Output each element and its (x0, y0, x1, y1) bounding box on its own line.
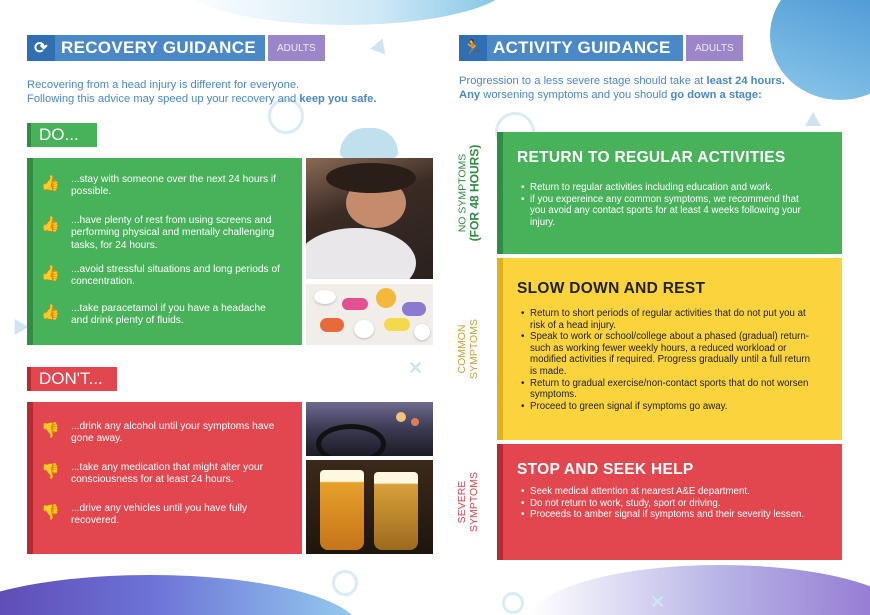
stage-green-side-label: NO SYMPTOMS (FOR 48 HOURS) (456, 144, 481, 242)
list-item: • Seek medical attention at nearest A&E department. (519, 486, 814, 498)
stage-title: RETURN TO REGULAR ACTIVITIES (517, 149, 786, 166)
recovery-guidance-header (27, 35, 325, 61)
stage-bullets (519, 182, 814, 228)
list-item: 👎 ...drive any vehicles until you have fully recovered. (41, 503, 248, 527)
thumbs-down-icon: 👎 (41, 463, 60, 480)
thumbs-up-icon: 👍 (41, 175, 60, 192)
stage-amber-side-label: COMMON SYMPTOMS (456, 319, 480, 379)
photo-pills (306, 284, 433, 345)
photo-woman-resting (306, 158, 433, 279)
dont-list-panel (27, 402, 302, 554)
photo-beer-glasses (306, 460, 433, 554)
stage-slow-down-and-rest (497, 258, 842, 440)
list-item: 👍 ...have plenty of rest from using screens and performing physical and mentally challenging tasks, for 24 hours. (41, 215, 275, 251)
list-item: 👎 ...drink any alcohol until your symptoms have gone away. (41, 421, 275, 445)
recovery-intro-line1: Recovering from a head injury is different for everyone. (27, 79, 300, 91)
stage-bullets (519, 486, 814, 521)
list-item: • Return to short periods of regular activities that do not put you at risk of a head injury. (519, 308, 814, 331)
activity-guidance-title: ACTIVITY GUIDANCE (493, 38, 671, 57)
recovery-intro-line2: Following this advice may speed up your recovery and keep you safe. (27, 93, 377, 105)
decorative-ring (502, 592, 524, 614)
list-item: • Speak to work or school/college about a phased (gradual) return- such as working fewer weekly hours, a reduced workload or modified activities if required. Progress gradually until a full return is made. (519, 331, 814, 377)
photo-driving (306, 402, 433, 456)
decorative-triangle (8, 315, 29, 335)
stage-title: SLOW DOWN AND REST (517, 280, 706, 297)
list-item: 👍 ...avoid stressful situations and long periods of concentration. (41, 264, 280, 288)
list-item: • Return to regular activities including education and work. (519, 182, 814, 194)
decorative-wave-bottom-left (0, 575, 360, 615)
running-person-icon: 🏃 (459, 35, 487, 61)
thumbs-down-icon: 👎 (41, 422, 60, 439)
thumbs-up-icon: 👍 (41, 304, 60, 321)
recovery-guidance-title: RECOVERY GUIDANCE (61, 38, 256, 57)
recovery-audience-tag: ADULTS (268, 35, 325, 61)
recovery-intro (27, 78, 427, 106)
dont-label: DON'T... (27, 367, 117, 391)
decorative-triangle (370, 36, 390, 55)
recovery-cycle-icon: ⟳ (27, 35, 55, 61)
recovery-guidance-title-bar (27, 35, 265, 61)
activity-intro: Progression to a less severe stage should take at least 24 hours. Any worsening symptoms and you should go down a stage: (459, 75, 785, 101)
stage-return-to-regular-activities (497, 132, 842, 254)
list-item: 👎 ...take any medication that might alter your consciousness for at least 24 hours. (41, 462, 263, 486)
decorative-wave-top (180, 0, 510, 25)
list-item: • Proceed to green signal if symptoms go away. (519, 401, 814, 413)
do-label: DO... (27, 123, 97, 147)
list-item: • Do not return to work, study, sport or driving. (519, 498, 814, 510)
list-item: • Return to gradual exercise/non-contact sports that do not worsen symptoms. (519, 378, 814, 401)
list-item: 👍 ...take paracetamol if you have a headache and drink plenty of fluids. (41, 303, 266, 327)
thumbs-up-icon: 👍 (41, 265, 60, 282)
list-item: • if you expereince any common symptoms, we recommend that you avoid any contact sports for at least 4 weeks following your injury. (519, 194, 814, 229)
recovery-intro-emphasis: keep you safe. (299, 93, 377, 105)
list-item: • Proceeds to amber signal if symptoms and their severity lessen. (519, 509, 814, 521)
decorative-ring (332, 570, 358, 596)
activity-guidance-header (459, 35, 743, 61)
stage-red-side-label: SEVERE SYMPTOMS (456, 472, 480, 532)
stage-bullets (519, 308, 814, 412)
decorative-cross: ✕ (408, 358, 424, 378)
thumbs-down-icon: 👎 (41, 504, 60, 521)
decorative-triangle (805, 112, 821, 126)
activity-guidance-title-bar (459, 35, 683, 61)
decorative-cross: ✕ (650, 592, 666, 612)
activity-audience-tag: ADULTS (686, 35, 743, 61)
list-item: 👍 ...stay with someone over the next 24 hours if possible. (41, 174, 276, 198)
stage-title: STOP AND SEEK HELP (517, 461, 694, 478)
decorative-wave-bottom-right (530, 565, 870, 615)
stage-stop-and-seek-help (497, 444, 842, 560)
thumbs-up-icon: 👍 (41, 216, 60, 233)
brain-illustration (340, 128, 398, 158)
do-list-panel (27, 158, 302, 345)
